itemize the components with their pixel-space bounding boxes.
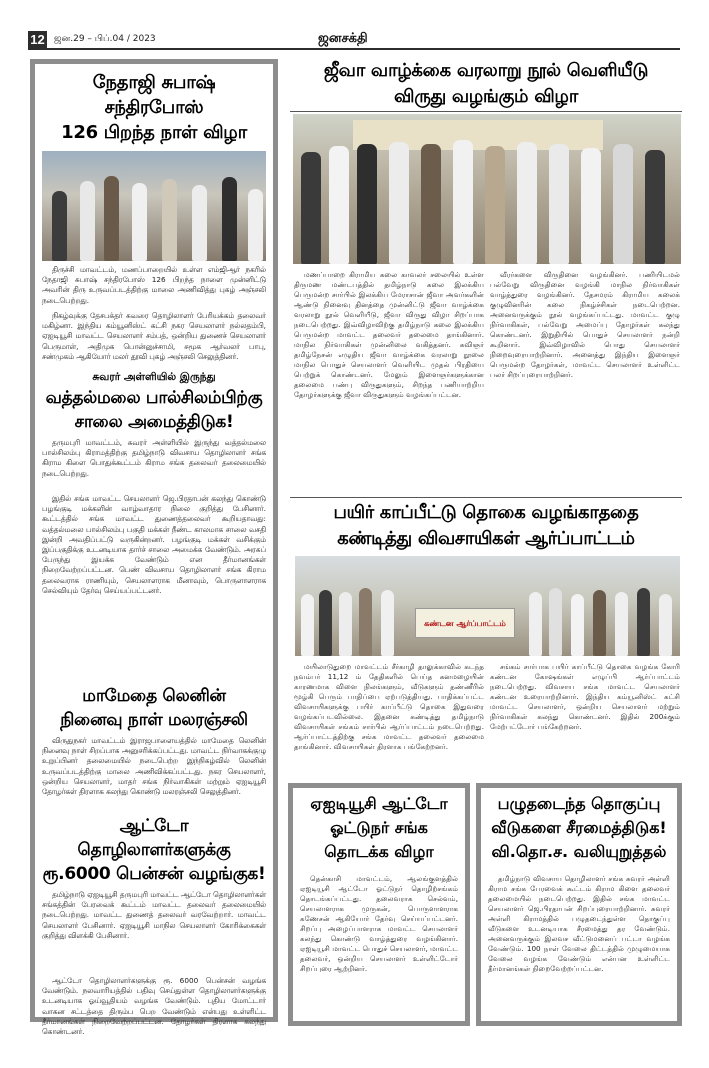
protest-banner: கண்டன ஆர்ப்பாட்டம் <box>415 608 515 638</box>
box-aituc-auto-union <box>288 783 470 1026</box>
left-sidebar <box>30 59 278 1037</box>
headline-road: வத்தல்மலை பால்சிலம்பிற்கு சாலை அமைத்திடுக! <box>45 388 263 432</box>
auto-para-1: தமிழ்நாடு ஏஐடியூசி தருமபுரி மாவட்ட ஆட்டோ தொழிலாளர்கள் சங்கத்தின் பேரவைக் கூட்டம் மாவட்ட தலைவர் தலைமையில் நடைபெற்றது. மாவட்ட துணைத் தலைவர் வரவேற்றார். மாவட்ட செயலாளர் பேசினார். ஏஐடியூசி மாநில செயலாளர் கோரிக்கைகள் குறித்து விளக்கி பேசினார். <box>42 890 266 940</box>
headline-lenin: மாமேதை லெனின் நினைவு நாள் மலரஞ்சலி <box>60 686 248 730</box>
headline-jeeva: ஜீவா வாழ்க்கை வரலாறு நூல் வெளியீடு விருது வழங்கும் விழா <box>323 60 649 107</box>
lenin-para-1: விருதுநகர் மாவட்டம் இராஜபாளையத்தில் மாமேதை லெனின் நினைவு நாள் சிறப்பாக அனுசரிக்கப்பட்டது. மாவட்ட நிர்வாகக்குழு உறுப்பினர் தலைமையில் நடைபெற்ற இந்நிகழ்வில் லெனின் உருவப்படத்திற்கு மாலை அணிவிக்கப்பட்டது. நகர செயலாளர், ஒன்றிய செயலாளர், மாதர் சங்க நிர்வாகிகள் மற்றும் ஏஐடியூசி தோழர்கள் திரளாக கலந்து கொண்டு மலரஞ்சலி செலுத்தினர். <box>42 736 266 797</box>
divider <box>290 111 682 112</box>
jeeva-col-1: மணப்பாறை கிராமிய கலை காவலர் சலையில் உள்ள திருமண மண்டபத்தில் தமிழ்நாடு கலை இலக்கிய பெருமன்ற சார்பில் இலக்கிய மேராசான் ஜீவா அவர்களின் ஆண்டு நினைவு தினத்தை முன்னிட்டு ஜீவா வாழ்க்கை வரலாறு நூல் வெளியீடு, ஜீவா விருது விழா சிறப்பாக நடைபெற்றது. இவ்விழாவிற்கு தமிழ்நாடு கலை இலக்கிய பெருமன்ற மாவட்ட தலைவர் தலைமை தாங்கினார். மாநில நிர்வாகிகள் முன்னிலை வகித்தனர். கவிஞர் தமிழ்நேசன் எழுதிய ஜீவா வாழ்க்கை வரலாறு நூலை மாநில பொதுச் செயலாளர் வெளியிட முதல் பிரதியை பெற்றுக் கொண்டனர். மேலும் இளைஞர்களுக்கான தலைமை பண்பு விருதுகளும், சிறந்த பணியாற்றிய தோழர்களுக்கு ஜீவா விருதுகளும் வழங்கப்பட்டன. <box>294 270 484 399</box>
article-netaji <box>42 70 266 363</box>
road-para-2: இதில் சங்க மாவட்ட செயலாளர் ஜெ.பிரதாபன் கலந்து கொண்டு பழங்குடி மக்களின் வாழ்வாதார நிலை குறித்து பேசினார். கூட்டத்தில் சங்க மாவட்ட துணைத்தலைவர் கூறியதாவது: வத்தல்மலை பால்சிலம்பு பகுதி மக்கள் நீண்ட காலமாக சாலை வசதி இன்றி அவதிப்பட்டு வருகின்றனர். பழங்குடி மக்கள் வசிக்கும் இப்பகுதிக்கு உடனடியாக தார்ச் சாலை அமைக்க வேண்டும். அரசுப் பேருந்து இயக்க வேண்டும் என தீர்மானங்கள் நிறைவேற்றப்பட்டன. பெண் விவசாய தொழிலாளர் சங்க கிராம தலைவராக ராணியும், செயலாளராக மீனாவும், பொருளாளராக செல்வியும் தேர்வு செய்யப்பட்டனர். <box>42 494 266 595</box>
kicker-road: சுவரர் அள்ளியில் இருந்து <box>92 371 216 383</box>
page-number: 12 <box>28 31 47 49</box>
housing-body: தமிழ்நாடு விவசாய தொழிலாளர் சங்க சுவரர் அள்ளி கிராம சங்க பேரவைக் கூட்டம் கிராம கிளை தலைவர் தலைமையில் நடைபெற்றது. இதில் சங்க மாவட்ட செயலாளர் ஜெ.பிரதாபன் சிறப்புரையாற்றினார். சுவரர் அள்ளி கிராமத்தில் பழுதடைந்துள்ள தொகுப்பு வீடுகளை உடனடியாக சீரமைத்து தர வேண்டும். அனைவருக்கும் இலவச வீட்டுமனைப் பட்டா வழங்க வேண்டும். 100 நாள் வேலை திட்டத்தில் முழுமையாக வேலை வழங்க வேண்டும் என்பன உள்ளிட்ட தீர்மானங்கள் நிறைவேற்றப்பட்டன. <box>488 874 670 973</box>
jeeva-col-2: வீரர்களை விருதினை வழங்கினர். பணியிடமல் பல்வேறு விருதினை வழங்கி மாநில நிர்வாகிகள் வாழ்த்துரை வழங்கினர். தேசமரம் கிராமிய கலைக் குழுவினரின் கலை நிகழ்ச்சிகள் நடைபெற்றன. அனைவருக்கும் நூல் வழங்கப்பட்டது. மாவட்ட குழு நிர்வாகிகள், பல்வேறு அமைப்பு தோழர்கள் கலந்து கொண்டனர். இறுதியில் பொதுச் செயலாளர் நன்றி கூறினார். இவ்விழாவில் பொது செயலாளர் நிறைவுரையாற்றினார். அனைத்து இந்திய இளைஞர் பெருமன்ற தோழர்கள், மாவட்ட செயலாளர் உள்ளிட்ட பலர் சிறப்புரையாற்றினர். <box>490 270 680 379</box>
article-road <box>42 371 266 678</box>
farmers-col-2: சங்கம் சார்பாக பயிர் காப்பீட்டு தொகை வழங்க கோரி கண்டன கோஷங்கள் எழுப்பி ஆர்ப்பாட்டம் நடைபெற்றது. விவசாய சங்க மாவட்ட செயலாளர் கண்டன உரையாற்றினார். இந்திய கம்யூனிஸ்ட் கட்சி மாவட்ட செயலாளர், ஒன்றிய செயலாளர் மற்றும் நிர்வாகிகள் கலந்து கொண்டனர். இதில் 200க்கும் மேற்பட்டோர் பங்கேற்றனர். <box>490 662 680 731</box>
photo-jeeva-book-release <box>293 114 681 264</box>
road-para-1: தருமபுரி மாவட்டம், சுவரர் அள்ளியில் இருந்து வத்தல்மலை பால்சிலம்பு கிராமத்திற்கு தமிழ்நாடு விவசாய தொழிலாளர் சங்க கிராம கிளை பொதுக்கூட்டம் கிராம சங்க தலைவர் தலைமையில் நடைபெற்றது. <box>42 438 266 478</box>
newspaper-name: ஜனசக்தி <box>318 31 368 46</box>
photo-netaji-event <box>42 151 266 261</box>
farmers-col-1: மயிலாடுதுறை மாவட்டம் சீர்காழி தாலுக்காவில் கடந்த நவம்பர் 11,12 ம் தேதிகளில் பெய்த கனமழையின் காரணமாக விளை நிலங்களும், வீடுகளும் தண்ணீரில் மூழ்கி பெரும் பாதிப்பை ஏற்படுத்தியது. பாதிக்கப்பட்ட விவசாயிகளுக்கு பயிர் காப்பீட்டு தொகை இதுவரை வழங்கப்படவில்லை. இதனை கண்டித்து தமிழ்நாடு விவசாயிகள் சங்கம் சார்பில் ஆர்ப்பாட்டம் நடைபெற்றது. ஆர்ப்பாட்டத்திற்கு சங்க மாவட்ட தலைவர் தலைமை தாங்கினார். விவசாயிகள் திரளாக பங்கேற்றனர். <box>294 662 484 751</box>
headline-housing: பழுதடைந்த தொகுப்பு வீடுகளை சீரமைத்திடுக! வி.தொ.ச. வலியுறுத்தல் <box>491 794 667 861</box>
netaji-para-1: திருச்சி மாவட்டம், மணப்பாறையில் உள்ள எம்ஜிஆர் நகரில் நேதாஜி சுபாஷ் சந்திரபோஸ் 126 பிறந்த நாளை முன்னிட்டு அவரின் திரு உருவப்படத்திற்கு மாலை அணிவித்து புகழ் அஞ்சலி நடைபெற்றது. <box>42 265 266 305</box>
article-auto-pension <box>42 814 266 1068</box>
divider <box>290 497 682 498</box>
issue-date: ஜன.29 – பிப்.04 / 2023 <box>54 34 156 44</box>
article-lenin <box>42 684 266 808</box>
box-housing-repair <box>476 783 682 1026</box>
aituc-body: தென்காசி மாவட்டம், ஆலங்குளத்தில் ஏஐடியூசி ஆட்டோ ஓட்டுநர் தொழிற்சங்கம் தொடங்கப்பட்டது. தலைவராக செல்வம், செயலாளராக முருகன், பொருளாளராக கணேசன் ஆகியோர் தேர்வு செய்யப்பட்டனர். சிறப்பு அழைப்பாளராக மாவட்ட செயலாளர் கலந்து கொண்டு வாழ்த்துரை வழங்கினார். ஏஐடியூசி மாவட்ட பொதுச் செயலாளர், மாவட்ட தலைவர், ஒன்றிய செயலாளர் உள்ளிட்டோர் சிறப்புரை ஆற்றினர். <box>300 874 458 973</box>
masthead <box>28 30 680 50</box>
auto-para-2: ஆட்டோ தொழிலாளர்களுக்கு ரூ. 6000 பென்சன் வழங்க வேண்டும். நலவாரியத்தில் பதிவு செய்துள்ள தொழிலாளர்களுக்கு உடனடியாக ஓய்வூதியம் வழங்க வேண்டும். புதிய மோட்டார் வாகன சட்டத்தை திரும்ப பெற வேண்டும் என்பது உள்ளிட்ட தீர்மானங்கள் நிறைவேற்றப்பட்டன. தோழர்கள் திரளாக கலந்து கொண்டனர். <box>42 976 266 1037</box>
headline-netaji: நேதாஜி சுபாஷ் சந்திரபோஸ் 126 பிறந்த நாள் விழா <box>61 72 247 143</box>
photo-farmers-protest <box>295 556 680 656</box>
headline-aituc: ஏஐடியூசி ஆட்டோ ஓட்டுநர் சங்க தொடக்க விழா <box>310 794 448 861</box>
netaji-para-2: நிகழ்வுக்கு தேசபக்தர் சுவரை தொழிலாளர் பேரியக்கம் தலைவர் மகிழ்னா. இந்திய கம்யூனிஸ்ட் கட்சி நகர செயலாளர் நல்லதம்பி, ஏஐடியூசி மாவட்ட செயலாளர் சம்பத், ஒன்றிய துணைச் செயலாளர் பெருமாள், அதிமுக பொன்னுச்சாமி, சமூக ஆர்வலர் பாபு, சண்முகம் ஆகியோர் மலர் தூவி புகழ் அஞ்சலி செலுத்தினர். <box>42 311 266 361</box>
headline-farmers-protest: பயிர் காப்பீட்டு தொகை வழங்காததை கண்டித்து விவசாயிகள் ஆர்ப்பாட்டம் <box>333 502 639 549</box>
headline-auto-pension: ஆட்டோ தொழிலாளர்களுக்கு ரூ.6000 பென்சன் வழங்குக! <box>42 816 266 884</box>
